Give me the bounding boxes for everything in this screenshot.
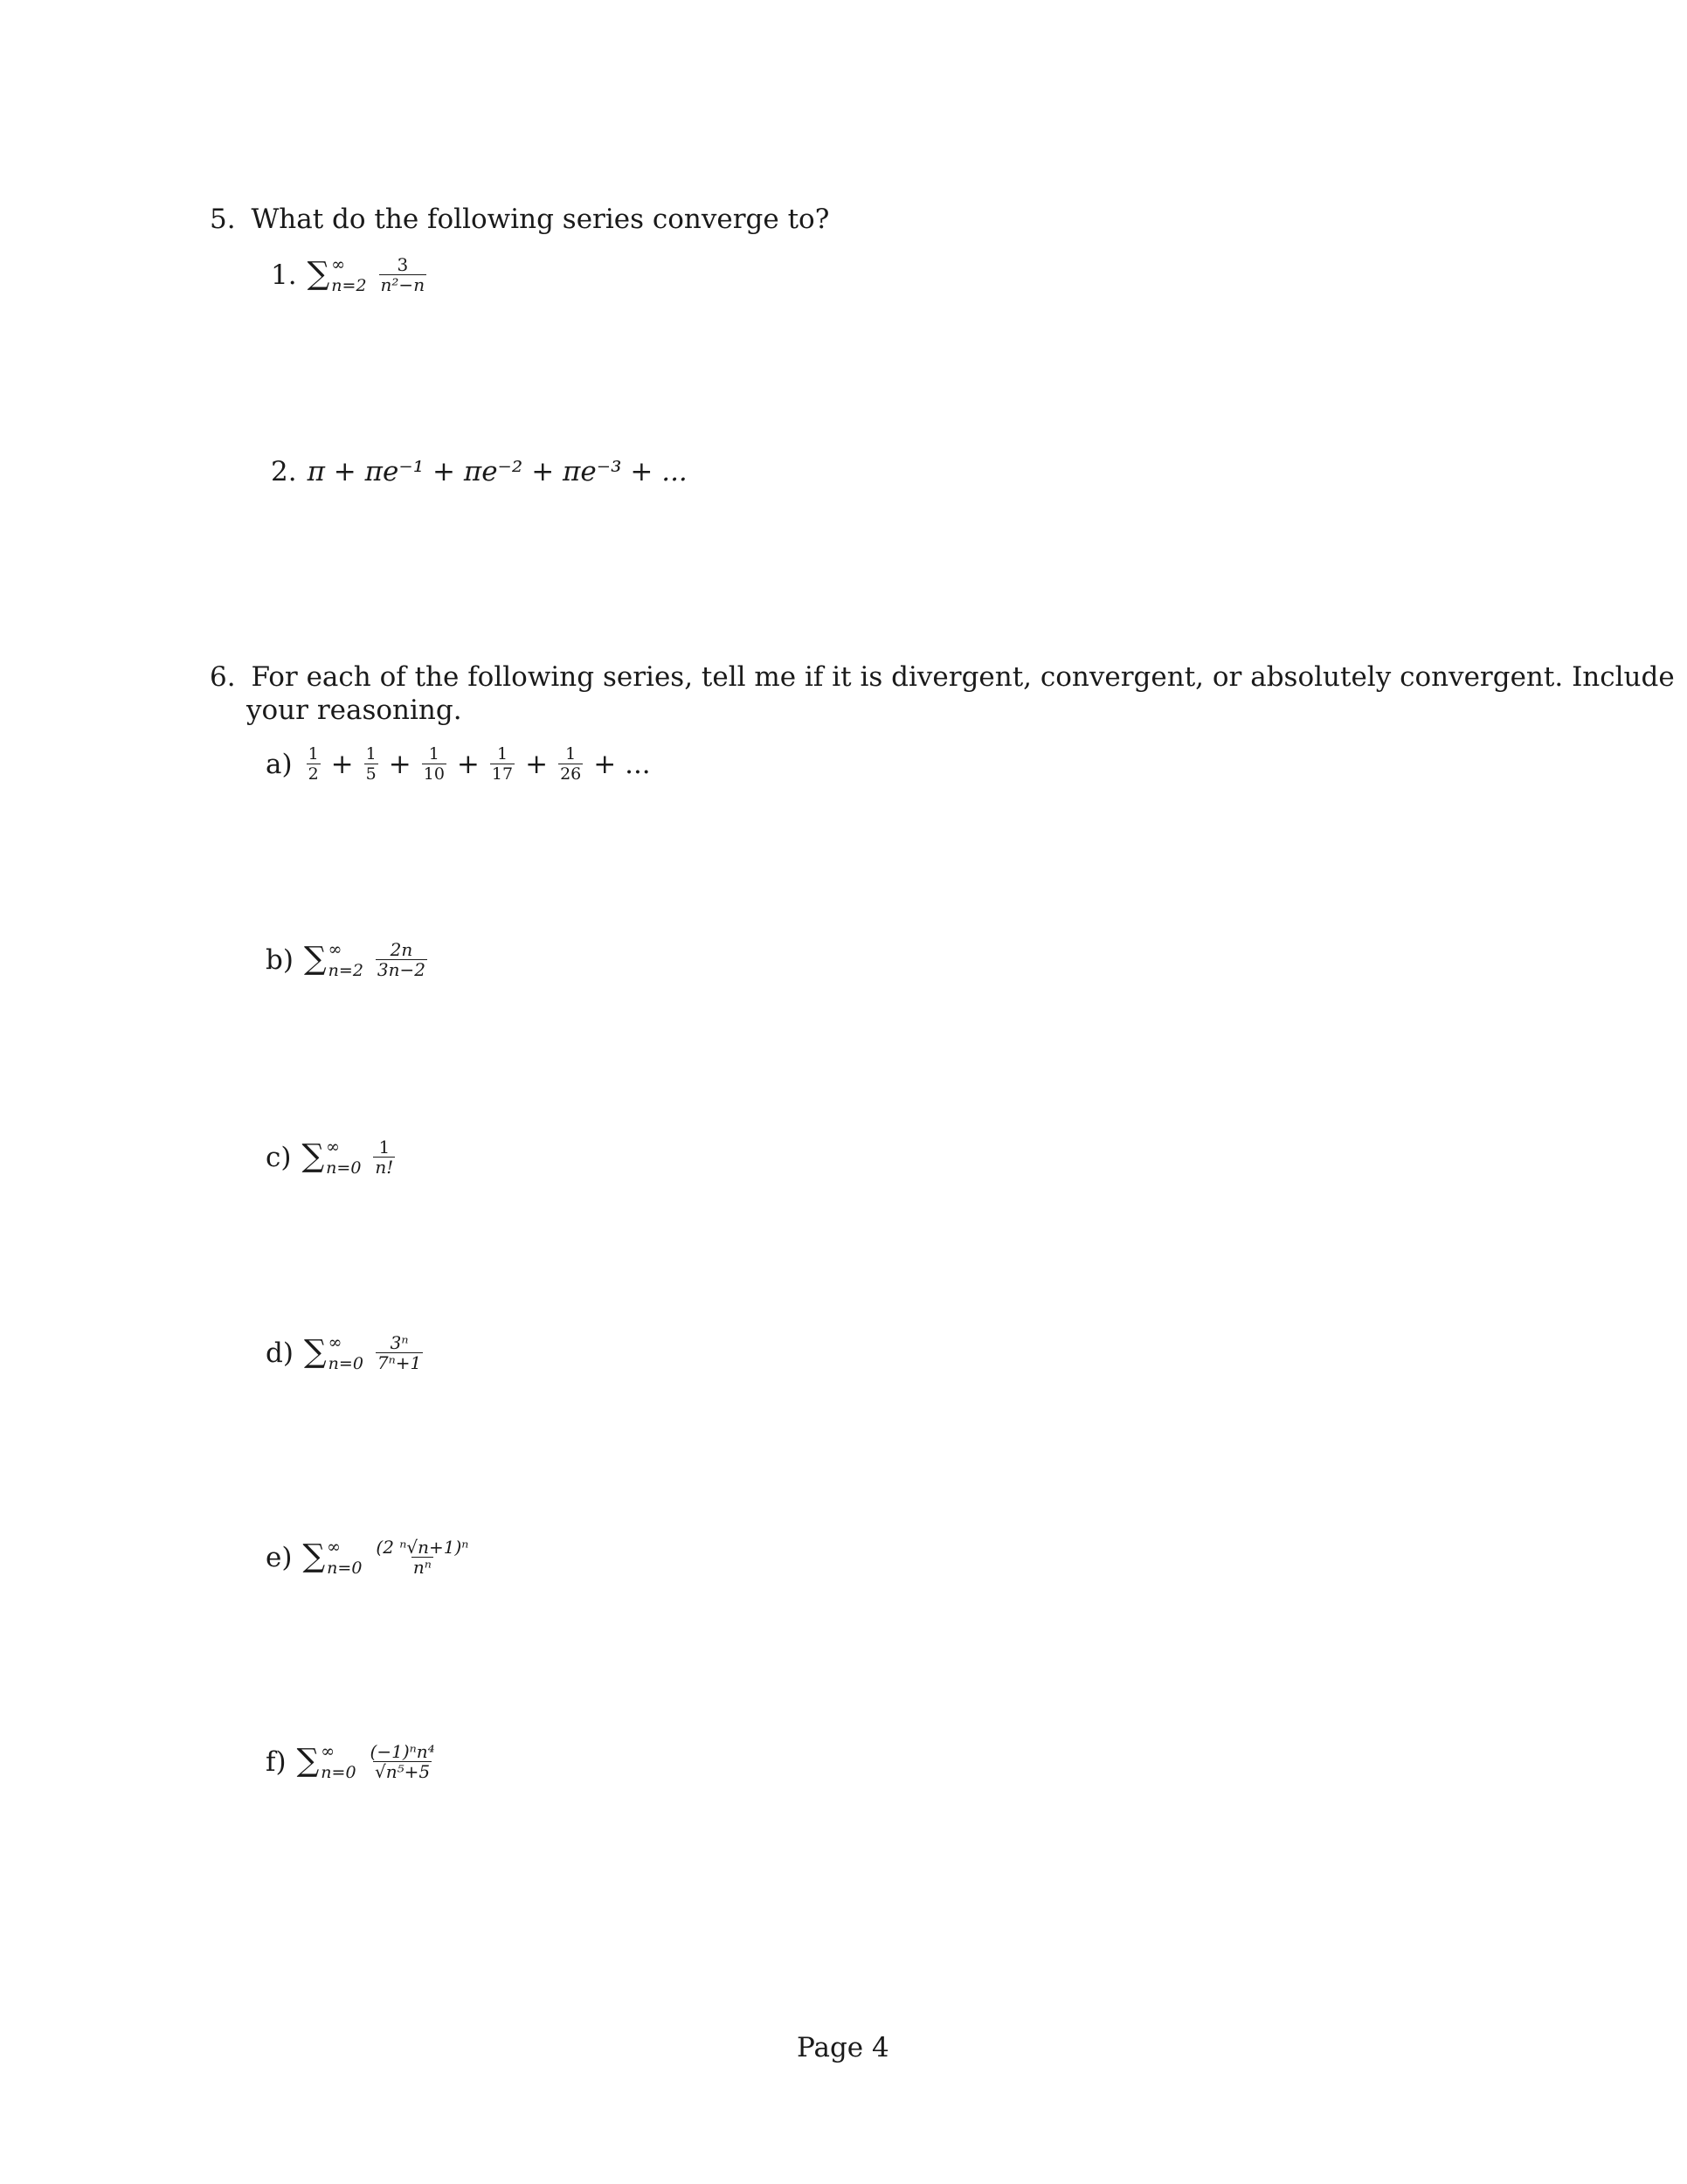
plus-sign: + [388,748,411,780]
q5-item-2-label: 2. [271,456,297,487]
sum-symbol [302,1539,362,1576]
fraction-numerator: 2n [390,939,413,960]
term-fraction [490,744,515,784]
term-denominator: 26 [560,764,582,784]
term-numerator: 1 [365,744,377,764]
plus-sign: + [330,748,354,780]
q6-part-f-expression [297,1742,440,1781]
q6-part-d-expression [304,1333,426,1372]
term-denominator: 10 [423,764,445,784]
term-numerator: 1 [308,744,319,764]
sum-upper-limit: ∞ [331,254,346,274]
sum-lower-limit: n=0 [326,1158,362,1178]
sigma-icon: ∑ [303,1333,327,1370]
q6-part-e [266,1538,474,1577]
term-fraction [364,744,378,784]
q6-part-b-label: b) [266,943,294,976]
fraction-denominator: 7ⁿ+1 [377,1352,422,1373]
q6-part-f [266,1742,440,1781]
series-tail: + ... [593,748,651,780]
term-fraction [307,744,321,784]
fraction-numerator: (−1)ⁿn⁴ [370,1741,435,1762]
sum-lower-limit: n=0 [327,1558,363,1578]
sum-symbol [301,1139,361,1176]
sum-upper-limit: ∞ [328,939,342,959]
term-denominator: 2 [308,764,319,784]
page-number: Page 4 [797,2032,889,2063]
term-numerator: 1 [496,744,508,764]
sigma-icon: ∑ [307,255,330,292]
q6-part-c [266,1137,398,1177]
q5-item-1 [271,255,430,294]
sum-lower-limit: n=2 [328,960,363,980]
sum-upper-limit: ∞ [326,1137,340,1157]
sum-symbol [303,1332,363,1373]
sigma-icon: ∑ [301,1137,325,1174]
fraction [373,1137,395,1177]
fraction-denominator: √n⁵+5 [375,1761,431,1782]
sum-upper-limit: ∞ [328,1332,342,1352]
q5-item-2 [271,456,688,487]
fraction [369,1742,437,1781]
sum-symbol [307,254,367,295]
term-fraction [422,744,446,784]
q6-prompt-line2: your reasoning. [246,695,462,726]
q6-part-a-label: a) [266,748,293,780]
sum-symbol [303,939,363,980]
q6-part-b-expression [304,940,431,979]
q5-prompt: What do the following series converge to? [251,204,830,235]
sum-upper-limit: ∞ [327,1537,341,1557]
sigma-icon: ∑ [302,1538,326,1574]
fraction-numerator: 3ⁿ [390,1332,409,1353]
sum-lower-limit: n=0 [321,1762,356,1782]
plus-sign: + [525,748,549,780]
q5-number: 5. [210,204,236,235]
q6-part-c-label: c) [266,1141,292,1173]
q6-part-d [266,1333,426,1372]
q6-part-a-expression [303,744,651,784]
q5-item-2-expression: π + πe⁻¹ + πe⁻² + πe⁻³ + ... [307,456,688,487]
q6-part-c-expression [301,1137,398,1177]
sum-lower-limit: n=2 [331,275,367,295]
fraction-denominator: nⁿ [412,1557,432,1578]
sum-lower-limit: n=0 [328,1353,363,1373]
fraction [379,255,427,294]
q6-part-f-label: f) [266,1745,287,1778]
fraction [376,1333,423,1372]
fraction-denominator: n! [375,1157,394,1178]
sum-symbol [296,1741,356,1782]
fraction [374,1538,470,1577]
fraction-denominator: n²−n [380,274,425,295]
q6-part-b [266,940,431,979]
q6-part-e-label: e) [266,1541,293,1573]
q6-number: 6. [210,661,236,693]
term-denominator: 5 [365,764,377,784]
term-numerator: 1 [428,744,439,764]
q6-heading [210,660,1675,694]
sigma-icon: ∑ [303,940,327,977]
sigma-icon: ∑ [296,1742,320,1779]
fraction-numerator: 1 [378,1137,391,1158]
q5-heading [210,203,829,236]
term-fraction [558,744,583,784]
term-denominator: 17 [491,764,514,784]
q6-prompt-line1: For each of the following series, tell me if it is divergent, convergent, or absolutely convergent. Include [251,661,1675,693]
term-numerator: 1 [565,744,577,764]
q6-part-a [266,744,651,784]
q6-part-e-expression [302,1538,474,1577]
plus-sign: + [456,748,480,780]
fraction-numerator: (2 ⁿ√n+1)ⁿ [376,1537,469,1558]
q5-item-1-label: 1. [271,259,297,291]
fraction [376,940,427,979]
q5-item-1-expression [308,255,431,294]
sum-upper-limit: ∞ [321,1741,335,1761]
fraction-numerator: 3 [397,254,409,275]
q6-part-d-label: d) [266,1337,294,1369]
fraction-denominator: 3n−2 [377,959,425,980]
